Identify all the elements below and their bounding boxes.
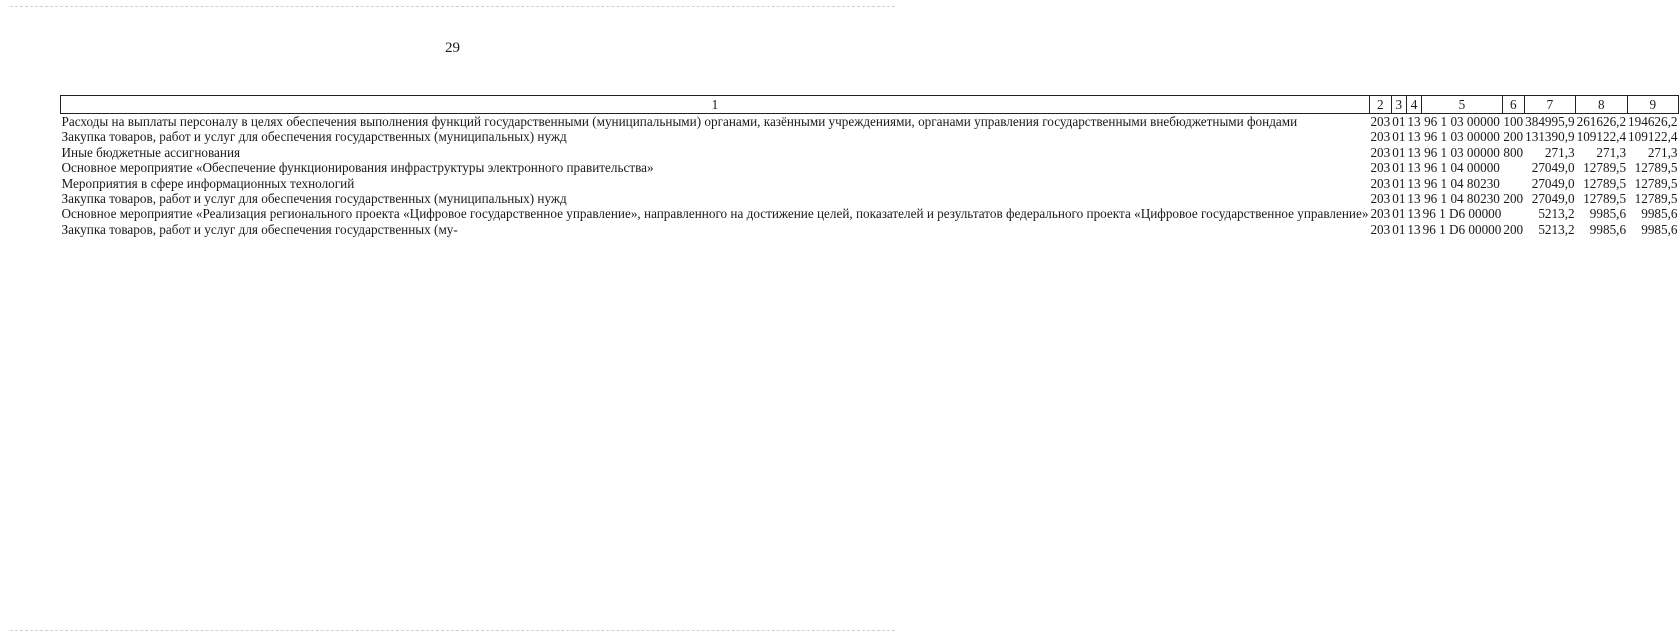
cell-section: 01 <box>1392 191 1406 207</box>
cell-amount-9: 9985,6 <box>1641 206 1678 222</box>
cell-expense-type <box>1502 160 1524 175</box>
header-cell: 9 <box>1627 96 1678 114</box>
cell-amount-8: 261626,2 <box>1576 114 1627 129</box>
cell-amount-9: 12789,5 <box>1634 175 1678 191</box>
cell-subsection: 13 <box>1407 160 1421 176</box>
cell-expense-type: 100 <box>1503 114 1524 129</box>
row-name: Закупка товаров, работ и услуг для обеспечения государственных (муниципальных) нужд <box>61 191 567 207</box>
cell-ministry-code: 203 <box>1370 191 1391 207</box>
row-name: Основное мероприятие «Реализация регионального проекта «Цифровое государственное управление», направленного на достижение целей, показателей и результатов федерального проекта «Цифровое государственное управление» <box>61 206 1369 222</box>
cell-ministry-code: 203 <box>1370 206 1391 222</box>
cell-subsection: 13 <box>1407 114 1421 129</box>
table-row <box>61 145 1679 160</box>
table-header-row <box>61 96 1679 114</box>
cell-target-article: 96 1 03 00000 <box>1424 129 1500 145</box>
header-cell: 5 <box>1422 96 1503 114</box>
cell-amount-7: 384995,9 <box>1525 114 1575 129</box>
cell-target-article: 96 1 04 80230 <box>1424 175 1500 191</box>
cell-ministry-code: 203 <box>1370 175 1391 191</box>
cell-expense-type <box>1502 176 1524 191</box>
table-row <box>61 222 1679 237</box>
table-row <box>61 191 1679 206</box>
cell-subsection: 13 <box>1407 175 1421 191</box>
row-name: Закупка товаров, работ и услуг для обеспечения государственных (муниципальных) нужд <box>61 129 567 145</box>
cell-section: 01 <box>1392 144 1406 160</box>
table-row <box>61 160 1679 175</box>
table-row <box>61 114 1679 130</box>
cell-section: 01 <box>1392 221 1406 237</box>
page-number: 29 <box>445 40 460 56</box>
row-name: Основное мероприятие «Обеспечение функционирования инфраструктуры электронного правительства» <box>61 160 654 176</box>
header-cell: 1 <box>61 96 1370 114</box>
cell-ministry-code: 203 <box>1370 129 1391 145</box>
cell-target-article: 96 1 04 80230 <box>1424 191 1500 207</box>
cell-subsection: 13 <box>1407 206 1421 222</box>
cell-subsection: 13 <box>1407 191 1421 207</box>
cell-amount-9: 12789,5 <box>1634 160 1678 176</box>
budget-table <box>60 95 1679 237</box>
header-cell: 3 <box>1391 96 1406 114</box>
cell-amount-7: 27049,0 <box>1531 175 1575 191</box>
header-cell: 6 <box>1502 96 1524 114</box>
header-cell: 8 <box>1576 96 1627 114</box>
cell-amount-8: 12789,5 <box>1583 191 1627 207</box>
cell-subsection: 13 <box>1407 144 1421 160</box>
cell-amount-9: 194626,2 <box>1628 114 1678 129</box>
cell-amount-9: 9985,6 <box>1641 221 1678 237</box>
row-name: Иные бюджетные ассигнования <box>61 144 241 160</box>
cell-amount-7: 27049,0 <box>1531 160 1575 176</box>
header-cell: 4 <box>1406 96 1421 114</box>
row-name: Мероприятия в сфере информационных технологий <box>61 175 355 191</box>
cell-amount-7: 5213,2 <box>1538 221 1575 237</box>
cell-ministry-code: 203 <box>1370 114 1391 129</box>
cell-amount-9: 271,3 <box>1647 144 1678 160</box>
cell-expense-type: 200 <box>1503 129 1524 145</box>
cell-expense-type <box>1502 206 1524 221</box>
cell-target-article: 96 1 D6 00000 <box>1422 221 1502 237</box>
cell-expense-type: 200 <box>1503 221 1524 237</box>
table-row <box>61 176 1679 191</box>
cell-subsection: 13 <box>1407 221 1421 237</box>
cell-amount-7: 5213,2 <box>1538 206 1575 222</box>
cell-subsection: 13 <box>1407 129 1421 145</box>
scan-edge-bottom <box>10 630 895 631</box>
cell-amount-8: 109122,4 <box>1576 129 1627 145</box>
cell-amount-7: 271,3 <box>1544 144 1575 160</box>
cell-amount-8: 9985,6 <box>1589 206 1627 222</box>
cell-ministry-code: 203 <box>1370 144 1391 160</box>
cell-amount-7: 131390,9 <box>1525 129 1575 145</box>
cell-section: 01 <box>1392 160 1406 176</box>
cell-amount-8: 271,3 <box>1596 144 1627 160</box>
scan-edge-top <box>10 6 895 7</box>
cell-expense-type: 200 <box>1503 191 1524 207</box>
cell-expense-type: 800 <box>1503 144 1524 160</box>
cell-amount-8: 12789,5 <box>1583 175 1627 191</box>
row-name: Расходы на выплаты персоналу в целях обеспечения выполнения функций государственными (муниципальными) органами, казёнными учреждениями, органами управления государственными внебюджетными фондами <box>61 114 1298 129</box>
cell-amount-9: 109122,4 <box>1628 129 1678 145</box>
cell-amount-9: 12789,5 <box>1634 191 1678 207</box>
header-cell: 2 <box>1369 96 1391 114</box>
cell-ministry-code: 203 <box>1370 221 1391 237</box>
cell-target-article: 96 1 04 00000 <box>1424 160 1500 176</box>
cell-amount-8: 9985,6 <box>1589 221 1627 237</box>
cell-amount-8: 12789,5 <box>1583 160 1627 176</box>
row-name: Закупка товаров, работ и услуг для обеспечения государственных (му- <box>61 221 458 237</box>
cell-section: 01 <box>1392 206 1406 222</box>
cell-section: 01 <box>1392 114 1406 129</box>
cell-section: 01 <box>1392 129 1406 145</box>
table-row <box>61 206 1679 221</box>
cell-target-article: 96 1 D6 00000 <box>1422 206 1502 222</box>
table-row <box>61 129 1679 144</box>
cell-amount-7: 27049,0 <box>1531 191 1575 207</box>
cell-target-article: 96 1 03 00000 <box>1424 144 1500 160</box>
header-cell: 7 <box>1524 96 1575 114</box>
cell-target-article: 96 1 03 00000 <box>1424 114 1500 129</box>
cell-ministry-code: 203 <box>1370 160 1391 176</box>
cell-section: 01 <box>1392 175 1406 191</box>
